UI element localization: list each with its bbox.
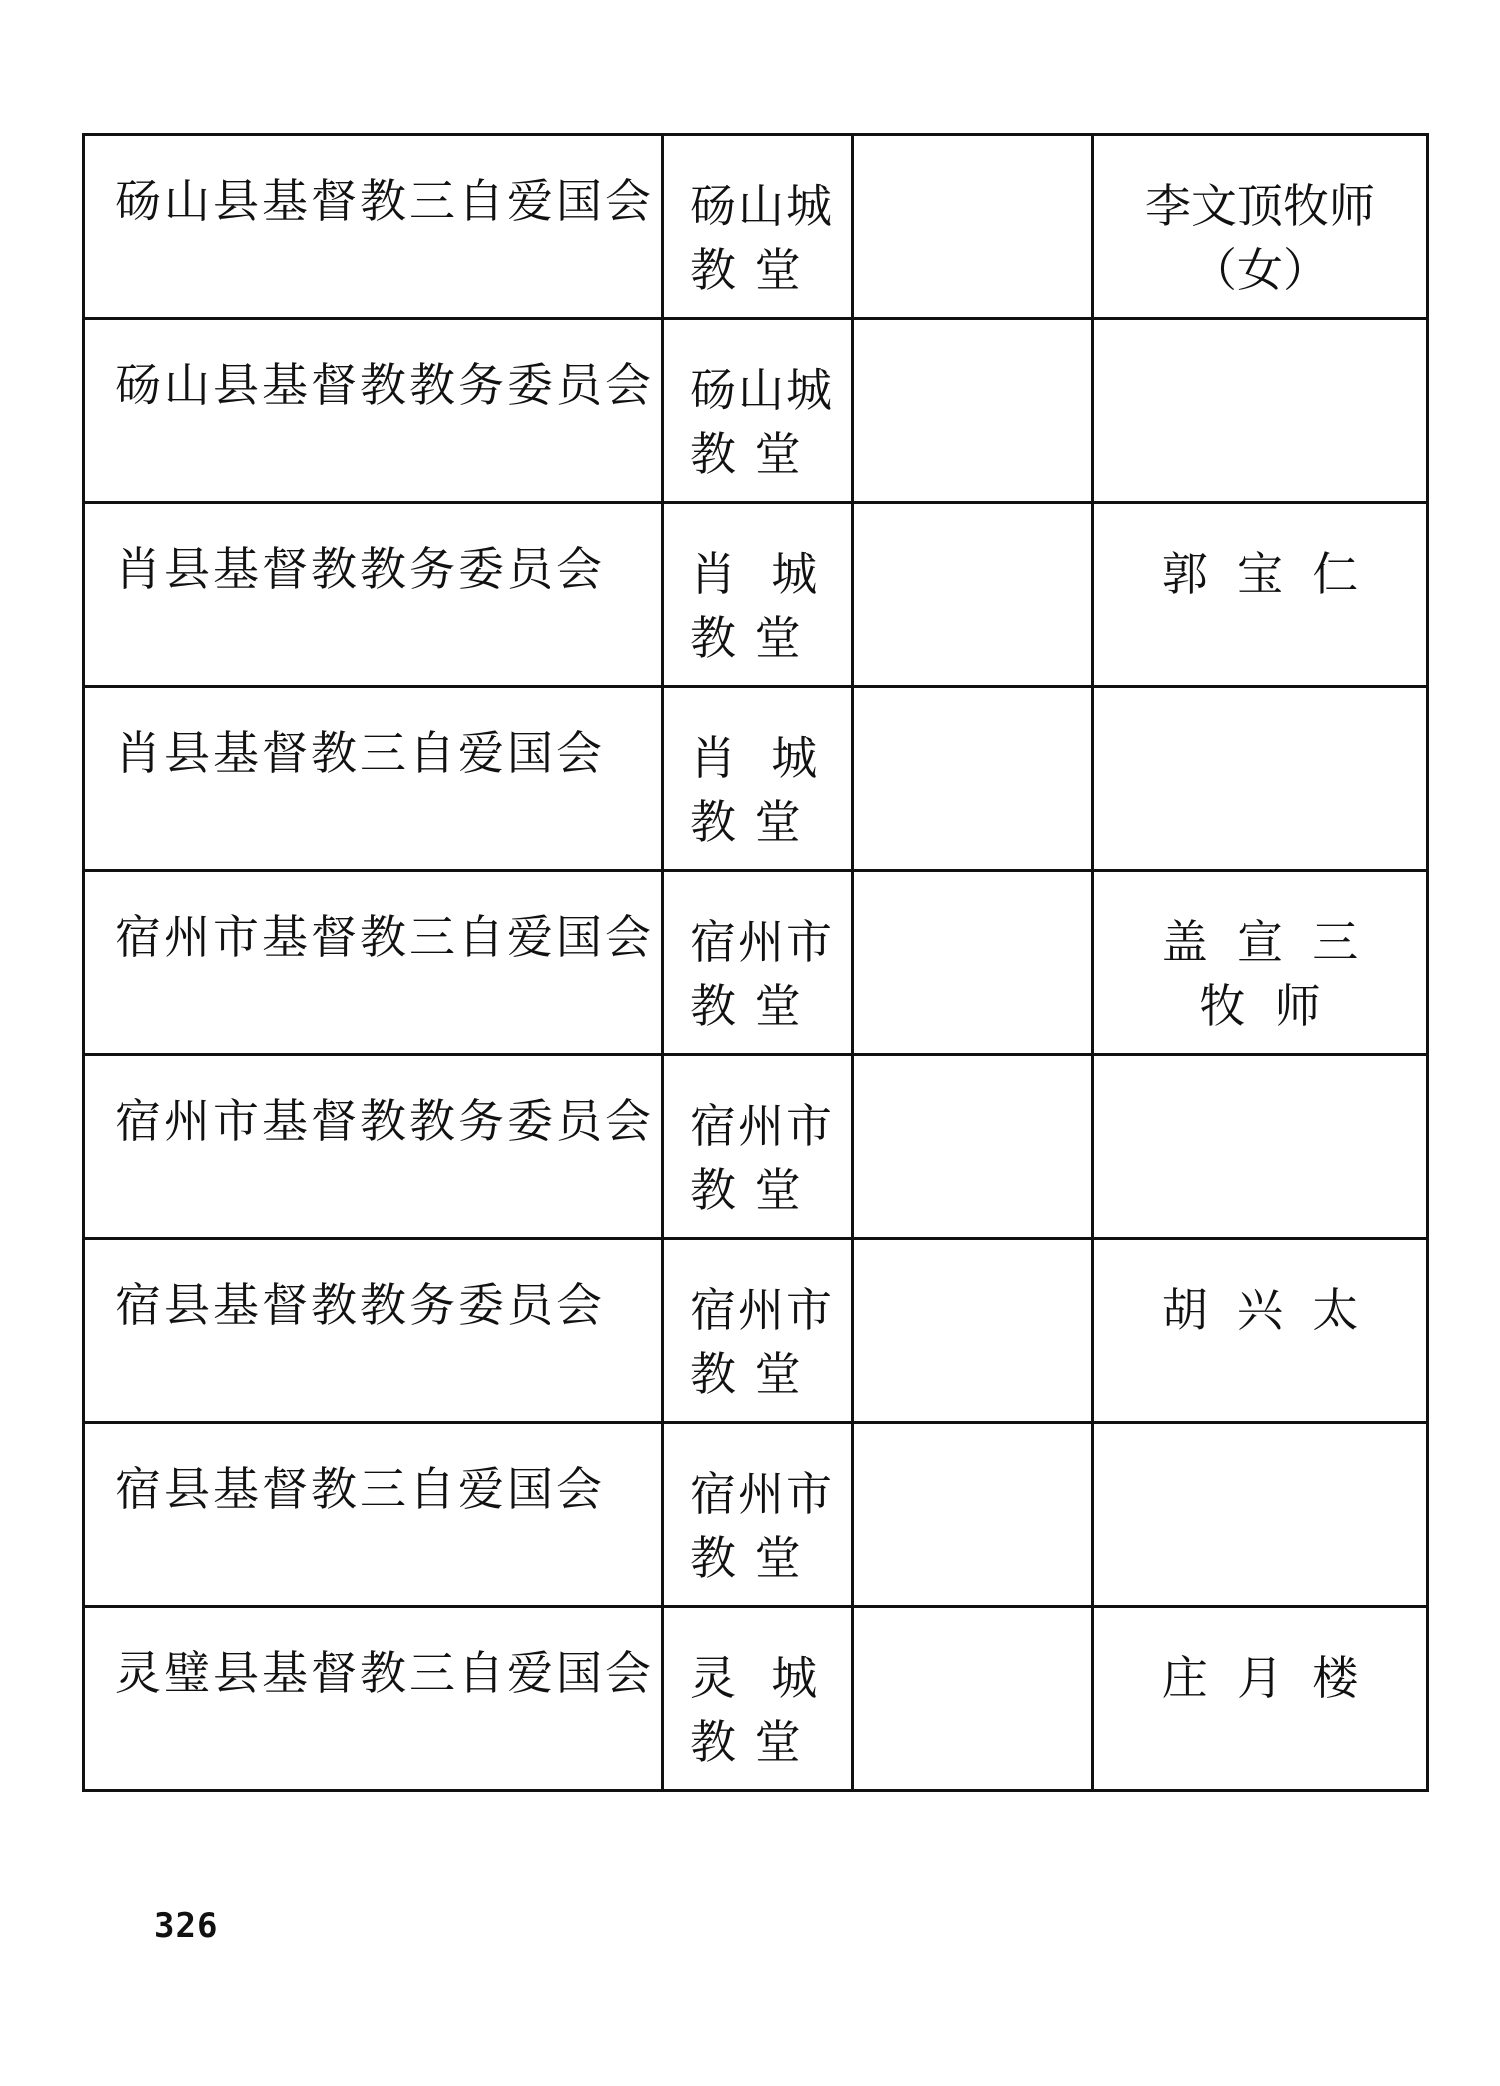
table-row (84, 1607, 1428, 1791)
org-cell (84, 1607, 663, 1791)
extra-cell (853, 1607, 1093, 1791)
org-cell (84, 1055, 663, 1239)
person-cell (1093, 319, 1428, 503)
person-line-2: （女） (1191, 243, 1329, 297)
site-cell (663, 503, 853, 687)
extra-cell (853, 871, 1093, 1055)
table-row (84, 1239, 1428, 1423)
extra-cell (853, 1423, 1093, 1607)
site-line-2: 教 堂 (690, 1531, 803, 1585)
person-line-2: 牧 师 (1199, 979, 1321, 1033)
records-table (82, 133, 1429, 1792)
org-name: 宿州市基督教三自爱国会 (115, 910, 654, 964)
extra-cell (853, 319, 1093, 503)
extra-cell (853, 687, 1093, 871)
site-line-1: 宿州市 (690, 1099, 834, 1153)
person-cell (1093, 1607, 1428, 1791)
site-line-2: 教 堂 (690, 427, 803, 481)
site-line-2: 教 堂 (690, 795, 803, 849)
site-line-1: 砀山城 (690, 363, 834, 417)
table-row (84, 871, 1428, 1055)
site-cell (663, 871, 853, 1055)
site-cell (663, 1423, 853, 1607)
site-cell (663, 687, 853, 871)
site-line-1: 灵 城 (690, 1651, 820, 1705)
site-line-1: 宿州市 (690, 915, 834, 969)
org-name: 肖县基督教三自爱国会 (115, 726, 605, 780)
person-cell (1093, 871, 1428, 1055)
org-cell (84, 687, 663, 871)
person-line-1: 李文顶牧师 (1145, 179, 1375, 233)
org-name: 砀山县基督教三自爱国会 (115, 174, 654, 228)
person-cell (1093, 135, 1428, 319)
site-line-2: 教 堂 (690, 611, 803, 665)
page-number: 326 (154, 1906, 219, 1946)
org-cell (84, 135, 663, 319)
site-cell (663, 319, 853, 503)
site-line-2: 教 堂 (690, 1163, 803, 1217)
site-line-1: 肖 城 (690, 547, 820, 601)
table-row (84, 319, 1428, 503)
org-name: 宿县基督教三自爱国会 (115, 1462, 605, 1516)
person-cell (1093, 1239, 1428, 1423)
person-line-1: 盖 宣 三 (1161, 915, 1359, 969)
site-cell (663, 135, 853, 319)
org-name: 砀山县基督教教务委员会 (115, 358, 654, 412)
org-name: 宿县基督教教务委员会 (115, 1278, 605, 1332)
site-cell (663, 1055, 853, 1239)
site-line-1: 宿州市 (690, 1283, 834, 1337)
person-line-1: 庄 月 楼 (1161, 1651, 1359, 1705)
person-cell (1093, 1423, 1428, 1607)
site-cell (663, 1607, 853, 1791)
site-line-2: 教 堂 (690, 1715, 803, 1769)
org-cell (84, 1423, 663, 1607)
site-line-2: 教 堂 (690, 979, 803, 1033)
table-row (84, 135, 1428, 319)
person-line-1: 郭 宝 仁 (1161, 547, 1359, 601)
site-line-1: 宿州市 (690, 1467, 834, 1521)
table-row (84, 1055, 1428, 1239)
org-cell (84, 871, 663, 1055)
table-row (84, 687, 1428, 871)
person-line-1: 胡 兴 太 (1161, 1283, 1359, 1337)
org-cell (84, 1239, 663, 1423)
site-line-2: 教 堂 (690, 1347, 803, 1401)
org-name: 宿州市基督教教务委员会 (115, 1094, 654, 1148)
person-cell (1093, 687, 1428, 871)
extra-cell (853, 1239, 1093, 1423)
org-cell (84, 319, 663, 503)
extra-cell (853, 135, 1093, 319)
site-line-1: 砀山城 (690, 179, 834, 233)
site-line-2: 教 堂 (690, 243, 803, 297)
table-row (84, 1423, 1428, 1607)
extra-cell (853, 503, 1093, 687)
org-cell (84, 503, 663, 687)
org-name: 灵璧县基督教三自爱国会 (115, 1646, 654, 1700)
person-cell (1093, 503, 1428, 687)
org-name: 肖县基督教教务委员会 (115, 542, 605, 596)
site-line-1: 肖 城 (690, 731, 820, 785)
extra-cell (853, 1055, 1093, 1239)
person-cell (1093, 1055, 1428, 1239)
table-row (84, 503, 1428, 687)
site-cell (663, 1239, 853, 1423)
